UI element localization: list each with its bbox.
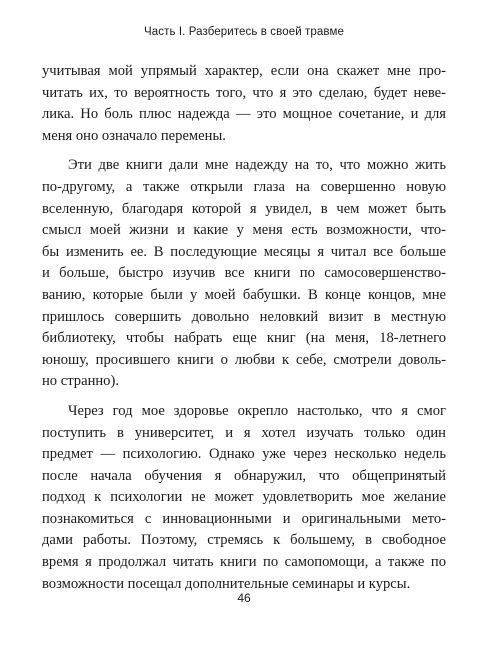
text-line: возможности посещал дополнительные семинары и курсы. [42, 575, 411, 592]
text-line: по-другому, а также открыли глаза на совершенно новую [42, 178, 446, 195]
text-line: лика. Но боль плюс надежда — это мощное сочетание, и для [42, 106, 446, 123]
paragraph-1 [42, 61, 446, 147]
text-line: вселенную, благодаря которой я увидел, в чем может быть [42, 200, 446, 217]
text-line: познакомиться с инновационными и оригинальными мето- [42, 510, 446, 527]
text-line: время я продолжал читать книги по самопомощи, а также по [42, 554, 446, 571]
text-line: учитывая мой упрямый характер, если она скажет мне про- [42, 63, 446, 79]
text-line: после начала обучения я обнаружил, что общепринятый [42, 467, 446, 484]
running-head-title: Часть I. Разберитесь в своей травме [144, 26, 344, 38]
text-line: Эти две книги дали мне надежду на то, что можно жить [68, 157, 446, 174]
page-body [42, 61, 446, 595]
text-line: библиотеку, чтобы набрать еще книг (на меня, 18-летнего [42, 330, 446, 347]
text-line: поступить в университет, и я хотел изучать только один [42, 424, 446, 441]
text-line: предмет — психологию. Однако уже через несколько недель [42, 446, 446, 463]
text-line: меня оно означало перемены. [42, 127, 226, 144]
text-line: но странно). [42, 373, 119, 390]
text-line: пришлось совершить довольно неловкий визит в местную [42, 308, 446, 325]
text-line: и больше, быстро изучив все книги по самосовершенство- [42, 265, 446, 282]
paragraph-2 [42, 155, 446, 393]
text-line: юношу, просившего книги о любви к себе, смотрели доволь- [42, 351, 446, 368]
text-line: дами работы. Поэтому, стремясь к большему, в свободное [42, 532, 446, 549]
page-number: 46 [237, 591, 251, 605]
text-line: Через год мое здоровье окрепло настолько, что я смог [68, 402, 446, 419]
text-line: подход к психологии не может удовлетворить мое желание [42, 489, 446, 506]
text-line: ванию, которые были у моей бабушки. В конце концов, мне [42, 286, 446, 303]
paragraph-3 [42, 401, 446, 595]
text-line: смысл моей жизни и какие у меня есть возможности, что- [42, 222, 446, 239]
text-line: бы изменить ее. В последующие месяцы я читал все больше [42, 243, 446, 260]
text-line: читать их, то вероятность того, что я это сделаю, будет неве- [42, 84, 446, 101]
